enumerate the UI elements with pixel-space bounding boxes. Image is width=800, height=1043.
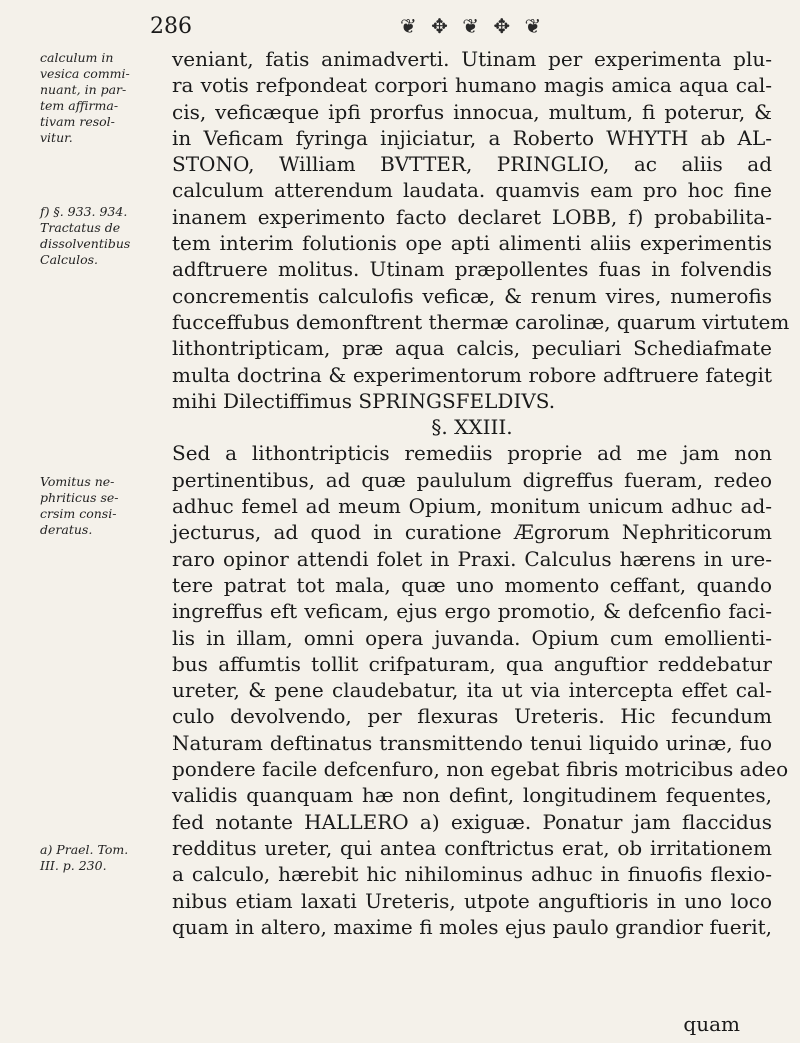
section-heading: §. XXIII. (431, 415, 513, 440)
text-line: a calculo, hærebit hic nihilominus adhuc in finuofis flexio- (172, 862, 772, 887)
text-line: raro opinor attendi folet in Praxi. Calculus hærens in ure- (172, 546, 772, 571)
text-line: tem interim folutionis ope apti alimenti aliis experimentis (172, 231, 772, 256)
text-line: lis in illam, omni opera juvanda. Opium cum emollienti- (172, 625, 772, 650)
text-line: adhuc femel ad meum Opium, monitum unicum adhuc ad- (172, 494, 772, 519)
text-line: ra votis refpondeat corpori humano magis amica aqua cal- (172, 73, 772, 98)
text-line: culo devolvendo, per flexuras Ureteris. Hic fecundum (172, 704, 772, 729)
text-line: redditus ureter, qui antea conftrictus erat, ob irritationem (172, 835, 772, 860)
text-line: bus affumtis tollit crifpaturam, qua anguftior reddebatur (172, 651, 772, 676)
margin-note-calculum: calculum in vesica commi- nuant, in par- tem affirma- tivam resol- vitur. (40, 50, 130, 145)
running-header (150, 10, 790, 46)
text-line: nibus etiam laxati Ureteris, utpote anguftioris in uno loco (172, 888, 772, 913)
text-line: cis, veficæque ipfi prorfus innocua, multum, fi poterur, & (172, 99, 772, 124)
text-line: quam in altero, maxime fi moles ejus paulo grandior fuerit, (172, 914, 772, 939)
text-line: mihi Dilectiffimus SPRINGSFELDIVS. (172, 388, 556, 413)
text-line: multa doctrina & experimentorum robore adftruere fategit (172, 362, 772, 387)
text-line: pertinentibus, ad quæ paululum digreffus fueram, redeo (172, 467, 772, 492)
text-line: calculum atterendum laudata. quamvis eam pro hoc fine (172, 178, 772, 203)
text-line: validis quanquam hæ non defint, longitudinem fequentes, (172, 783, 772, 808)
text-line: Naturam deftinatus transmittendo tenui liquido urinæ, fuo (172, 730, 772, 755)
text-line: adftruere molitus. Utinam præpollentes fuas in folvendis (172, 257, 772, 282)
text-line: pondere facile defcenfuro, non egebat fibris motricibus adeo (172, 757, 789, 782)
text-line: fed notante HALLERO a) exiguæ. Ponatur jam flaccidus (172, 809, 772, 834)
page-number: 286 (150, 14, 192, 39)
catchword: quam (683, 1012, 740, 1036)
text-line: concrementis calculofis veficæ, & renum vires, numerofis (172, 283, 772, 308)
text-line: lithontripticam, præ aqua calcis, peculiari Schediafmate (172, 336, 772, 361)
text-line: Sed a lithontripticis remediis proprie ad me jam non (172, 441, 772, 466)
text-line: veniant, fatis animadverti. Utinam per experimenta plu- (172, 47, 772, 71)
text-line: tere patrat tot mala, quæ uno momento ceffant, quando (172, 572, 772, 597)
main-text (172, 46, 790, 940)
text-line: in Veficam fyringa injiciatur, a Roberto WHYTH ab AL- (172, 125, 772, 150)
text-line: jecturus, ad quod in curatione Ægrorum Nephriticorum (172, 520, 772, 545)
margin-note-vomitus: Vomitus ne- phriticus se- crsim consi- deratus. (40, 474, 119, 537)
text-line: ingreffus eft veficam, ejus ergo promotio, & defcenfio faci- (172, 599, 772, 624)
margin-note-haller-ref: a) Prael. Tom. III. p. 230. (40, 842, 129, 873)
margin-note-tractatus: f) §. 933. 934. Tractatus de dissolventibus Calculos. (40, 204, 131, 267)
text-line: fucceffubus demonftrent thermæ carolinæ, quarum virtutem (172, 309, 790, 334)
text-line: STONO, William BVTTER, PRINGLIO, ac aliis ad (172, 152, 772, 177)
header-ornament: ❦ ✥ ❦ ✥ ❦ (400, 14, 546, 38)
text-line: inanem experimento facto declaret LOBB, f) probabilita- (172, 204, 772, 229)
text-line: ureter, & pene claudebatur, ita ut via intercepta effet cal- (172, 678, 772, 703)
